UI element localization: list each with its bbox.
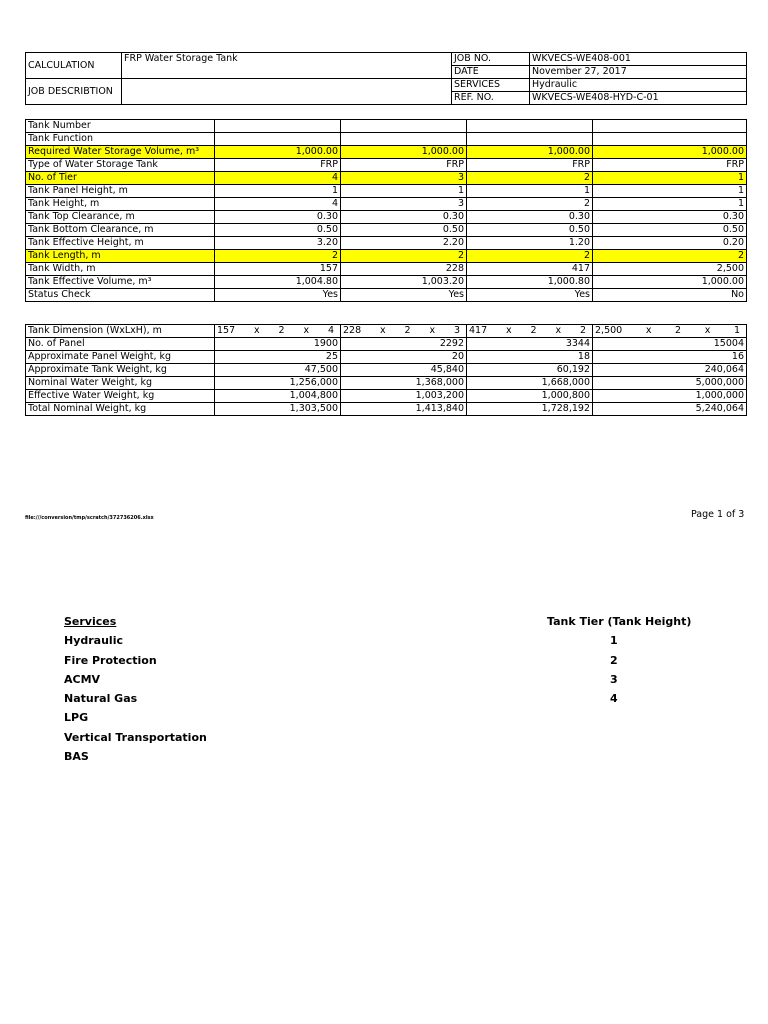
tier-item: 4 xyxy=(610,692,618,706)
row-label: Tank Height, m xyxy=(26,198,215,211)
table-cell: 1,256,000 xyxy=(215,377,341,390)
dimension-part: 228 xyxy=(343,325,362,336)
table-cell xyxy=(341,120,467,133)
service-item: Fire Protection xyxy=(64,653,157,667)
service-item: LPG xyxy=(64,711,89,725)
table-cell: FRP xyxy=(341,159,467,172)
table-cell: 1,728,192 xyxy=(467,403,593,416)
table-row xyxy=(26,133,747,146)
table-row xyxy=(26,224,747,237)
table-cell: 25 xyxy=(215,351,341,364)
table-cell: 5,000,000 xyxy=(593,377,747,390)
table-cell: 47,500 xyxy=(215,364,341,377)
tier-list xyxy=(547,612,691,708)
services-value: Hydraulic xyxy=(530,79,747,92)
dimension-part: 2 xyxy=(579,325,586,336)
table-cell: 5,240,064 xyxy=(593,403,747,416)
table-cell: 2.20 xyxy=(341,237,467,250)
dimension-part: x xyxy=(380,325,386,336)
table-cell: 2 xyxy=(467,198,593,211)
table-row xyxy=(26,211,747,224)
services-label: SERVICES xyxy=(452,79,530,92)
table-cell: 18 xyxy=(467,351,593,364)
dimension-part: 2,500 xyxy=(595,325,623,336)
table-cell: 1,000.00 xyxy=(467,146,593,159)
table-row xyxy=(26,185,747,198)
dimension-cell xyxy=(593,325,747,338)
row-label: No. of Tier xyxy=(26,172,215,185)
ref-label: REF. NO. xyxy=(452,92,530,105)
dimension-part: 1 xyxy=(733,325,740,336)
table-cell: 1,004.80 xyxy=(215,276,341,289)
table-cell: 3 xyxy=(341,198,467,211)
table-cell: 2 xyxy=(467,250,593,263)
table-cell: 15004 xyxy=(593,338,747,351)
table-cell xyxy=(593,120,747,133)
table-cell: 1 xyxy=(341,185,467,198)
table-cell xyxy=(593,133,747,146)
table-cell: 2,500 xyxy=(593,263,747,276)
table-cell: 1 xyxy=(593,172,747,185)
table-cell: No xyxy=(593,289,747,302)
tier-heading: Tank Tier (Tank Height) xyxy=(547,615,692,628)
dimension-part: x xyxy=(429,325,436,336)
table-cell: 1 xyxy=(215,185,341,198)
ref-value: WKVECS-WE408-HYD-C-01 xyxy=(530,92,747,105)
row-label: Nominal Water Weight, kg xyxy=(26,377,215,390)
row-label: Required Water Storage Volume, m³ xyxy=(26,146,215,159)
table-cell: 417 xyxy=(467,263,593,276)
table-cell: 0.50 xyxy=(215,224,341,237)
table-cell: 1,000.00 xyxy=(593,146,747,159)
table-cell: 2292 xyxy=(341,338,467,351)
row-label: Status Check xyxy=(26,289,215,302)
row-label: Tank Top Clearance, m xyxy=(26,211,215,224)
table-cell: 1,000.00 xyxy=(593,276,747,289)
table-cell: 1,413,840 xyxy=(341,403,467,416)
row-label: Type of Water Storage Tank xyxy=(26,159,215,172)
dimension-cell xyxy=(215,325,341,338)
calc-label: CALCULATION xyxy=(26,53,122,79)
table-cell: 45,840 xyxy=(341,364,467,377)
row-label: Tank Dimension (WxLxH), m xyxy=(26,325,215,338)
row-label: Total Nominal Weight, kg xyxy=(26,403,215,416)
row-label: Effective Water Weight, kg xyxy=(26,390,215,403)
table-row xyxy=(26,250,747,263)
file-path: file:///conversion/tmp/scratch/372736206.xlsx xyxy=(25,515,154,521)
job-desc-value xyxy=(122,79,452,105)
table-cell: 1.20 xyxy=(467,237,593,250)
table-cell: 0.30 xyxy=(593,211,747,224)
table-row xyxy=(26,172,747,185)
dimension-part: x xyxy=(704,325,711,336)
table-row xyxy=(26,198,747,211)
table-cell: 3.20 xyxy=(215,237,341,250)
table-row xyxy=(26,377,747,390)
table-cell: Yes xyxy=(467,289,593,302)
table-cell: 1,000.00 xyxy=(215,146,341,159)
table-cell xyxy=(341,133,467,146)
row-label: No. of Panel xyxy=(26,338,215,351)
tier-item: 1 xyxy=(610,634,618,648)
table-row xyxy=(26,263,747,276)
table-cell: 20 xyxy=(341,351,467,364)
table-cell: 2 xyxy=(593,250,747,263)
table-cell: 1,000.80 xyxy=(467,276,593,289)
table-cell: 1 xyxy=(593,185,747,198)
tank-parameters-table xyxy=(25,119,747,302)
tank-weights-table xyxy=(25,324,747,416)
table-cell: 1,303,500 xyxy=(215,403,341,416)
table-cell: 1,004,800 xyxy=(215,390,341,403)
dimension-part: 4 xyxy=(327,325,334,336)
tier-item: 2 xyxy=(610,653,618,667)
table-cell: 1,003.20 xyxy=(341,276,467,289)
service-item: Hydraulic xyxy=(64,634,123,648)
dimension-part: 2 xyxy=(530,325,537,336)
row-label: Tank Effective Volume, m³ xyxy=(26,276,215,289)
table-cell: 2 xyxy=(341,250,467,263)
table-row xyxy=(26,146,747,159)
table-cell: 0.50 xyxy=(341,224,467,237)
job-no-label: JOB NO. xyxy=(452,53,530,66)
table-row xyxy=(26,237,747,250)
table-cell: 4 xyxy=(215,172,341,185)
row-label: Tank Number xyxy=(26,120,215,133)
dimension-part: x xyxy=(645,325,652,336)
service-item: BAS xyxy=(64,750,89,764)
services-list xyxy=(64,612,207,766)
dimension-part: 157 xyxy=(217,325,236,336)
page-number: Page 1 of 3 xyxy=(691,509,745,520)
row-label: Approximate Panel Weight, kg xyxy=(26,351,215,364)
table-cell: FRP xyxy=(215,159,341,172)
row-label: Tank Length, m xyxy=(26,250,215,263)
table-cell: 0.30 xyxy=(341,211,467,224)
table-cell: FRP xyxy=(467,159,593,172)
tier-item: 3 xyxy=(610,672,618,686)
table-cell: 60,192 xyxy=(467,364,593,377)
service-item: Natural Gas xyxy=(64,692,138,706)
table-cell: 4 xyxy=(215,198,341,211)
table-row xyxy=(26,120,747,133)
table-cell: 2 xyxy=(215,250,341,263)
table-cell: 1,000.00 xyxy=(341,146,467,159)
row-label: Tank Function xyxy=(26,133,215,146)
table-cell: 1900 xyxy=(215,338,341,351)
dimension-part: 417 xyxy=(469,325,488,336)
table-cell: 1,668,000 xyxy=(467,377,593,390)
table-cell: 1 xyxy=(593,198,747,211)
table-cell: 0.50 xyxy=(467,224,593,237)
date-label: DATE xyxy=(452,66,530,79)
table-row xyxy=(26,276,747,289)
row-label: Tank Panel Height, m xyxy=(26,185,215,198)
table-cell: 1,003,200 xyxy=(341,390,467,403)
dimension-part: x xyxy=(254,325,260,336)
row-label: Tank Bottom Clearance, m xyxy=(26,224,215,237)
table-cell xyxy=(215,133,341,146)
dimension-cell xyxy=(341,325,467,338)
table-row xyxy=(26,403,747,416)
table-row xyxy=(26,364,747,377)
table-row xyxy=(26,159,747,172)
table-cell: 1 xyxy=(467,185,593,198)
table-row xyxy=(26,289,747,302)
table-row xyxy=(26,325,747,338)
table-cell: 0.30 xyxy=(467,211,593,224)
table-cell xyxy=(467,133,593,146)
job-no-value: WKVECS-WE408-001 xyxy=(530,53,747,66)
table-cell: 0.20 xyxy=(593,237,747,250)
table-row xyxy=(26,338,747,351)
dimension-part: 2 xyxy=(404,325,411,336)
dimension-part: 3 xyxy=(453,325,460,336)
table-cell: Yes xyxy=(341,289,467,302)
date-value: November 27, 2017 xyxy=(530,66,747,79)
table-row xyxy=(26,351,747,364)
table-cell: 16 xyxy=(593,351,747,364)
table-cell: Yes xyxy=(215,289,341,302)
table-row xyxy=(26,390,747,403)
table-cell: 0.50 xyxy=(593,224,747,237)
table-cell: FRP xyxy=(593,159,747,172)
row-label: Tank Width, m xyxy=(26,263,215,276)
dimension-cell xyxy=(467,325,593,338)
table-cell xyxy=(467,120,593,133)
table-cell: 0.30 xyxy=(215,211,341,224)
dimension-part: x xyxy=(555,325,562,336)
table-cell xyxy=(215,120,341,133)
table-cell: 3344 xyxy=(467,338,593,351)
table-cell: 240,064 xyxy=(593,364,747,377)
table-cell: 2 xyxy=(467,172,593,185)
service-item: ACMV xyxy=(64,672,101,686)
dimension-part: x xyxy=(506,325,512,336)
service-item: Vertical Transportation xyxy=(64,730,207,744)
table-cell: 3 xyxy=(341,172,467,185)
table-cell: 1,000,000 xyxy=(593,390,747,403)
table-cell: 228 xyxy=(341,263,467,276)
row-label: Tank Effective Height, m xyxy=(26,237,215,250)
table-cell: 1,000,800 xyxy=(467,390,593,403)
services-heading: Services xyxy=(64,615,117,628)
row-label: Approximate Tank Weight, kg xyxy=(26,364,215,377)
table-cell: 157 xyxy=(215,263,341,276)
dimension-part: 2 xyxy=(675,325,682,336)
table-cell: 1,368,000 xyxy=(341,377,467,390)
calc-value: FRP Water Storage Tank xyxy=(122,53,452,79)
job-desc-label: JOB DESCRIBTION xyxy=(26,79,122,105)
dimension-part: x xyxy=(303,325,310,336)
dimension-part: 2 xyxy=(278,325,285,336)
header-table xyxy=(25,52,747,105)
